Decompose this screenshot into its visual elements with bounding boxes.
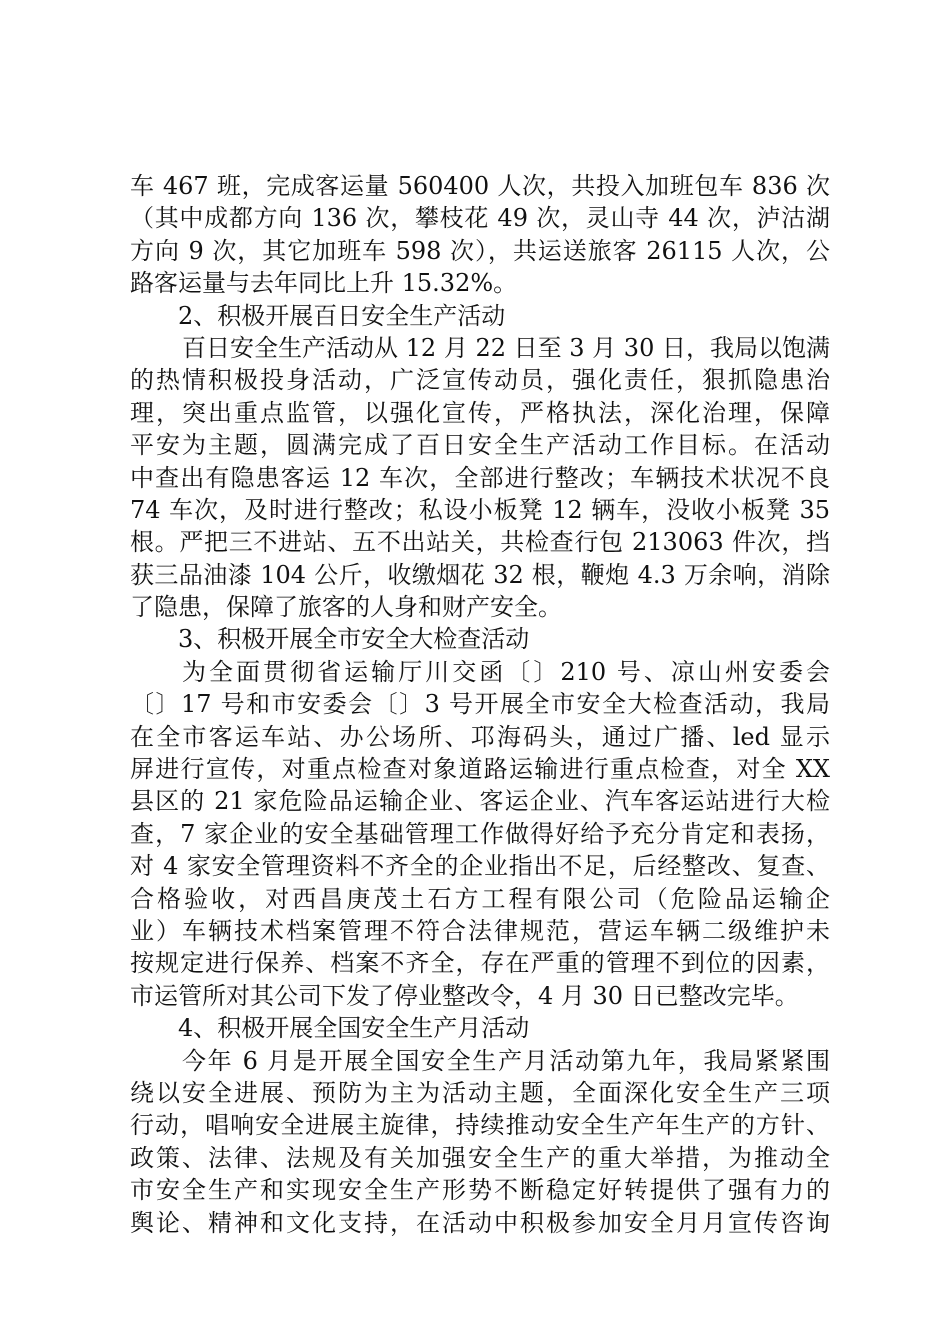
paragraph-line: 对 4 家安全管理资料不齐全的企业指出不足，后经整改、复查、 (130, 852, 830, 881)
paragraph-line: 今年 6 月是开展全国安全生产月活动第九年，我局紧紧围 (182, 1046, 830, 1075)
section-heading: 3、积极开展全市安全大检查活动 (178, 625, 530, 654)
paragraph-line: 获三品油漆 104 公斤，收缴烟花 32 根，鞭炮 4.3 万余响，消除 (130, 560, 830, 589)
paragraph-line: 市安全生产和实现安全生产形势不断稳定好转提供了强有力的 (130, 1176, 830, 1205)
paragraph-line: 74 车次，及时进行整改；私设小板凳 12 辆车，没收小板凳 35 (130, 495, 830, 524)
paragraph-line: 业）车辆技术档案管理不符合法律规范，营运车辆二级维护未 (130, 916, 830, 945)
paragraph-line: 绕以安全进展、预防为主为活动主题，全面深化安全生产三项 (130, 1078, 830, 1107)
paragraph-line: 为全面贯彻省运输厅川交函〔〕210 号、凉山州安委会 (182, 657, 830, 686)
paragraph-line: 按规定进行保养、档案不齐全，存在严重的管理不到位的因素， (130, 949, 830, 978)
section-heading: 2、积极开展百日安全生产活动 (178, 301, 506, 330)
paragraph-line: 了隐患，保障了旅客的人身和财产安全。 (130, 593, 562, 622)
paragraph-line: 屏进行宣传，对重点检查对象道路运输进行重点检查，对全 XX (130, 755, 830, 784)
paragraph-line: 根。严把三不进站、五不出站关，共检查行包 213063 件次，挡 (130, 528, 830, 557)
paragraph-line: 在全市客运车站、办公场所、邛海码头，通过广播、led 显示 (130, 722, 830, 751)
paragraph-line: 市运管所对其公司下发了停业整改令，4 月 30 日已整改完毕。 (130, 981, 799, 1010)
paragraph-line: （其中成都方向 136 次，攀枝花 49 次，灵山寺 44 次，泸沽湖 (130, 204, 830, 233)
paragraph-line: 百日安全生产活动从 12 月 22 日至 3 月 30 日，我局以饱满 (182, 333, 830, 362)
paragraph-line: 县区的 21 家危险品运输企业、客运企业、汽车客运站进行大检 (130, 787, 830, 816)
paragraph-line: 政策、法律、法规及有关加强安全生产的重大举措，为推动全 (130, 1143, 830, 1172)
paragraph-line: 方向 9 次，其它加班车 598 次），共运送旅客 26115 人次，公 (130, 236, 830, 265)
section-heading: 4、积极开展全国安全生产月活动 (178, 1014, 530, 1043)
paragraph-line: 合格验收，对西昌庚茂土石方工程有限公司（危险品运输企 (130, 884, 830, 913)
paragraph-line: 理，突出重点监管，以强化宣传，严格执法，深化治理，保障 (130, 398, 830, 427)
paragraph-line: 中查出有隐患客运 12 车次，全部进行整改；车辆技术状况不良 (130, 463, 830, 492)
paragraph-line: 舆论、精神和文化支持，在活动中积极参加安全月月宣传咨询 (130, 1208, 830, 1237)
paragraph-line: 车 467 班，完成客运量 560400 人次，共投入加班包车 836 次 (130, 172, 830, 200)
paragraph-line: 平安为主题，圆满完成了百日安全生产活动工作目标。在活动 (130, 431, 830, 460)
paragraph-line: 行动，唱响安全进展主旋律，持续推动安全生产年生产的方针、 (130, 1111, 830, 1140)
paragraph-line: 查，7 家企业的安全基础管理工作做得好给予充分肯定和表扬， (130, 819, 830, 848)
document-body (130, 170, 830, 1239)
paragraph-line: 〔〕17 号和市安委会〔〕3 号开展全市安全大检查活动，我局 (130, 690, 830, 719)
paragraph-line: 路客运量与去年同比上升 15.32%。 (130, 269, 518, 298)
paragraph-line: 的热情积极投身活动，广泛宣传动员，强化责任，狠抓隐患治 (130, 366, 830, 395)
